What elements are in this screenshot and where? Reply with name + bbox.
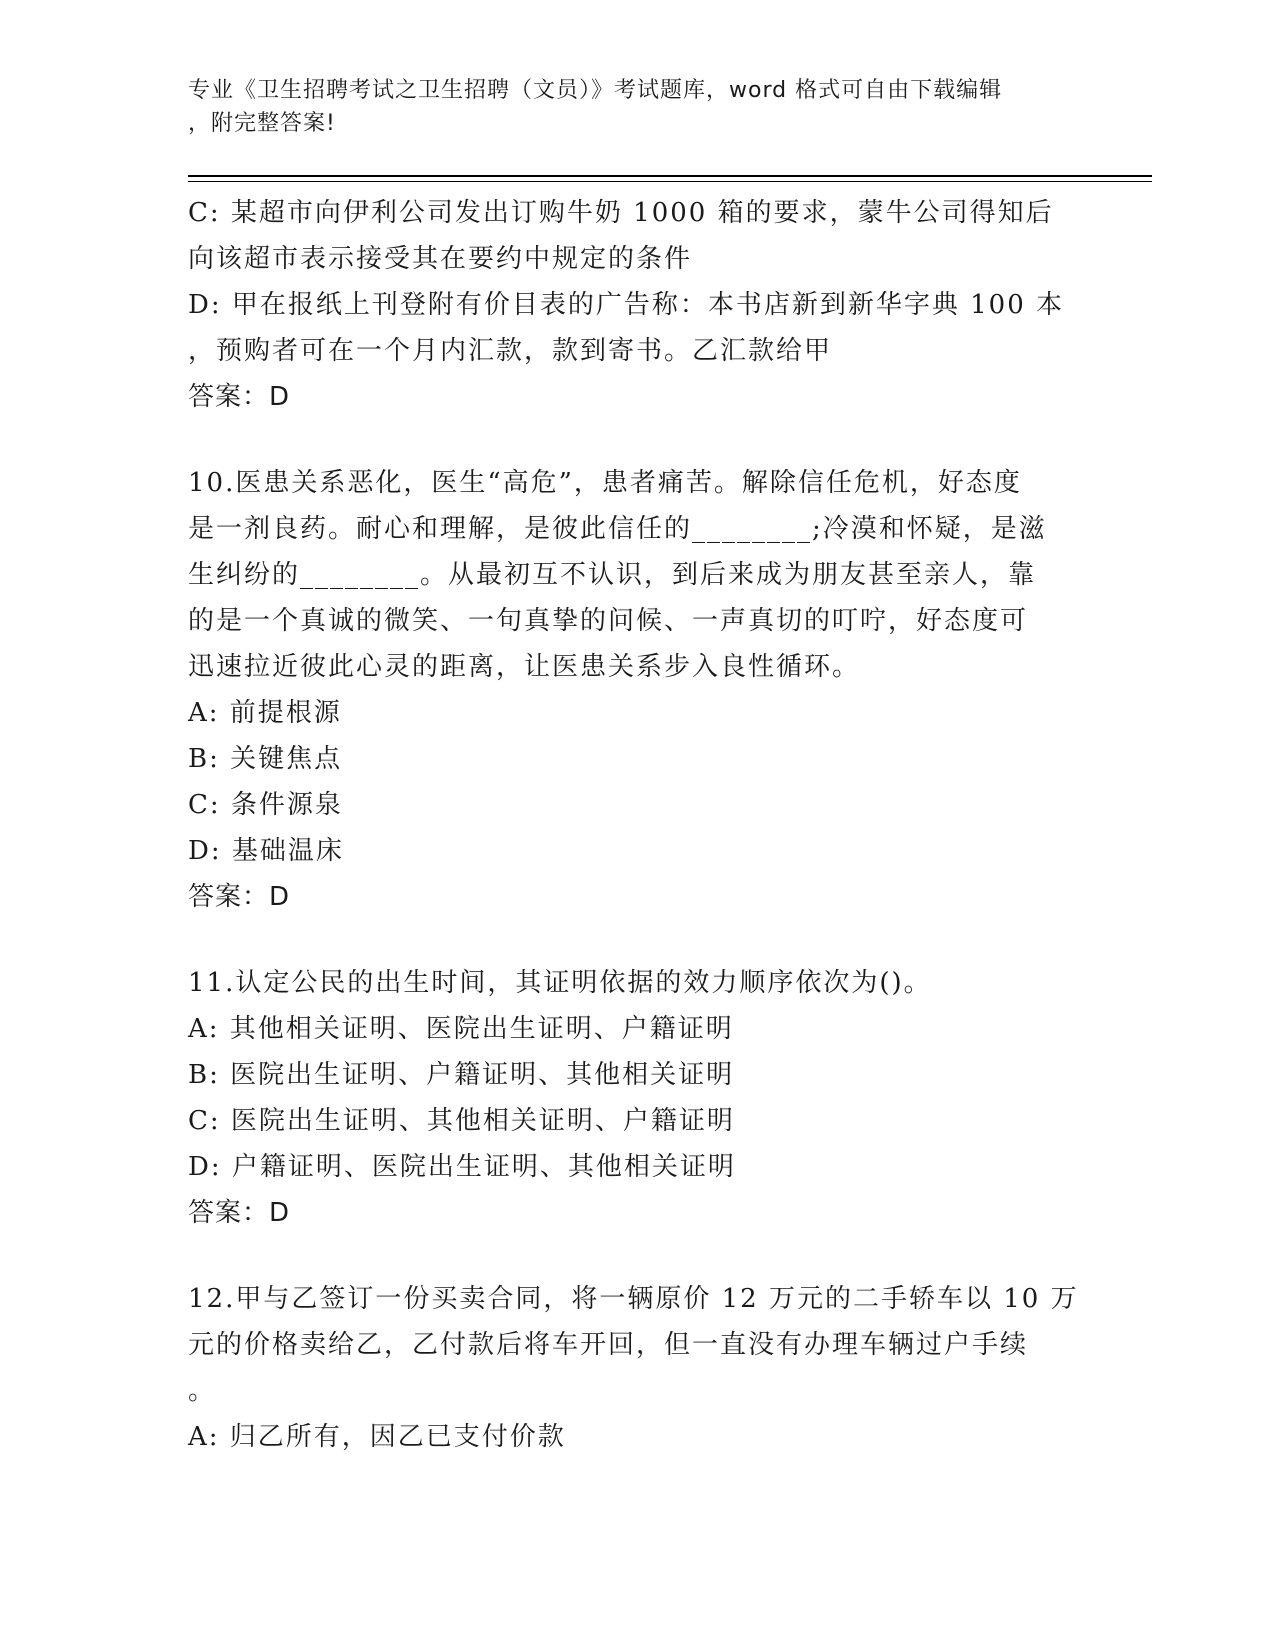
question-10-option-d: D: 基础温床 (188, 836, 344, 866)
question-12-line-3: 。 (188, 1376, 217, 1406)
answer-q10: 答案：D (188, 882, 291, 912)
header-divider-thin (188, 181, 1152, 182)
option-c-line-2: 向该超市表示接受其在要约中规定的条件 (188, 244, 693, 274)
question-10-line-5: 迅速拉近彼此心灵的距离，让医患关系步入良性循环。 (188, 652, 861, 682)
question-10-line-2: 是一剂良药。耐心和理解，是彼此信任的________;冷漠和怀疑，是滋 (188, 514, 1047, 544)
question-11-option-b: B: 医院出生证明、户籍证明、其他相关证明 (188, 1060, 735, 1090)
answer-q11: 答案：D (188, 1198, 291, 1228)
question-9-continuation (188, 190, 1088, 420)
question-12-option-a: A: 归乙所有，因乙已支付价款 (188, 1422, 566, 1452)
document-header (188, 74, 1068, 140)
header-divider-thick (188, 175, 1152, 177)
question-10-option-a: A: 前提根源 (188, 698, 342, 728)
spacer (188, 420, 1088, 460)
question-10 (188, 460, 1088, 920)
document-body (188, 190, 1088, 1460)
question-12-line-1: 12.甲与乙签订一份买卖合同，将一辆原价 12 万元的二手轿车以 10 万 (188, 1284, 1079, 1314)
question-11-text: 11.认定公民的出生时间，其证明依据的效力顺序依次为()。 (188, 968, 932, 998)
option-c-line-1: C: 某超市向伊利公司发出订购牛奶 1000 箱的要求，蒙牛公司得知后 (188, 198, 1054, 228)
option-d-line-2: ，预购者可在一个月内汇款，款到寄书。乙汇款给甲 (188, 336, 833, 366)
header-title-line-1: 专业《卫生招聘考试之卫生招聘（文员）》考试题库，word 格式可自由下载编辑 (188, 78, 1003, 103)
question-11-option-c: C: 医院出生证明、其他相关证明、户籍证明 (188, 1106, 735, 1136)
question-10-option-b: B: 关键焦点 (188, 744, 343, 774)
answer-q9: 答案：D (188, 382, 291, 412)
question-11-option-d: D: 户籍证明、医院出生证明、其他相关证明 (188, 1152, 736, 1182)
option-d-line-1: D: 甲在报纸上刊登附有价目表的广告称：本书店新到新华字典 100 本 (188, 290, 1065, 320)
header-title-line-2: ，附完整答案! (188, 111, 336, 136)
question-10-line-4: 的是一个真诚的微笑、一句真挚的问候、一声真切的叮咛，好态度可 (188, 606, 1029, 636)
question-10-line-1: 10.医患关系恶化，医生“高危”，患者痛苦。解除信任危机，好态度 (188, 468, 1022, 498)
spacer (188, 920, 1088, 960)
question-10-option-c: C: 条件源泉 (188, 790, 343, 820)
question-10-line-3: 生纠纷的________。从最初互不认识，到后来成为朋友甚至亲人，靠 (188, 560, 1037, 590)
question-11-option-a: A: 其他相关证明、医院出生证明、户籍证明 (188, 1014, 734, 1044)
spacer (188, 1236, 1088, 1276)
question-12-line-2: 元的价格卖给乙，乙付款后将车开回，但一直没有办理车辆过户手续 (188, 1330, 1029, 1360)
question-11 (188, 960, 1088, 1236)
question-12 (188, 1276, 1088, 1460)
